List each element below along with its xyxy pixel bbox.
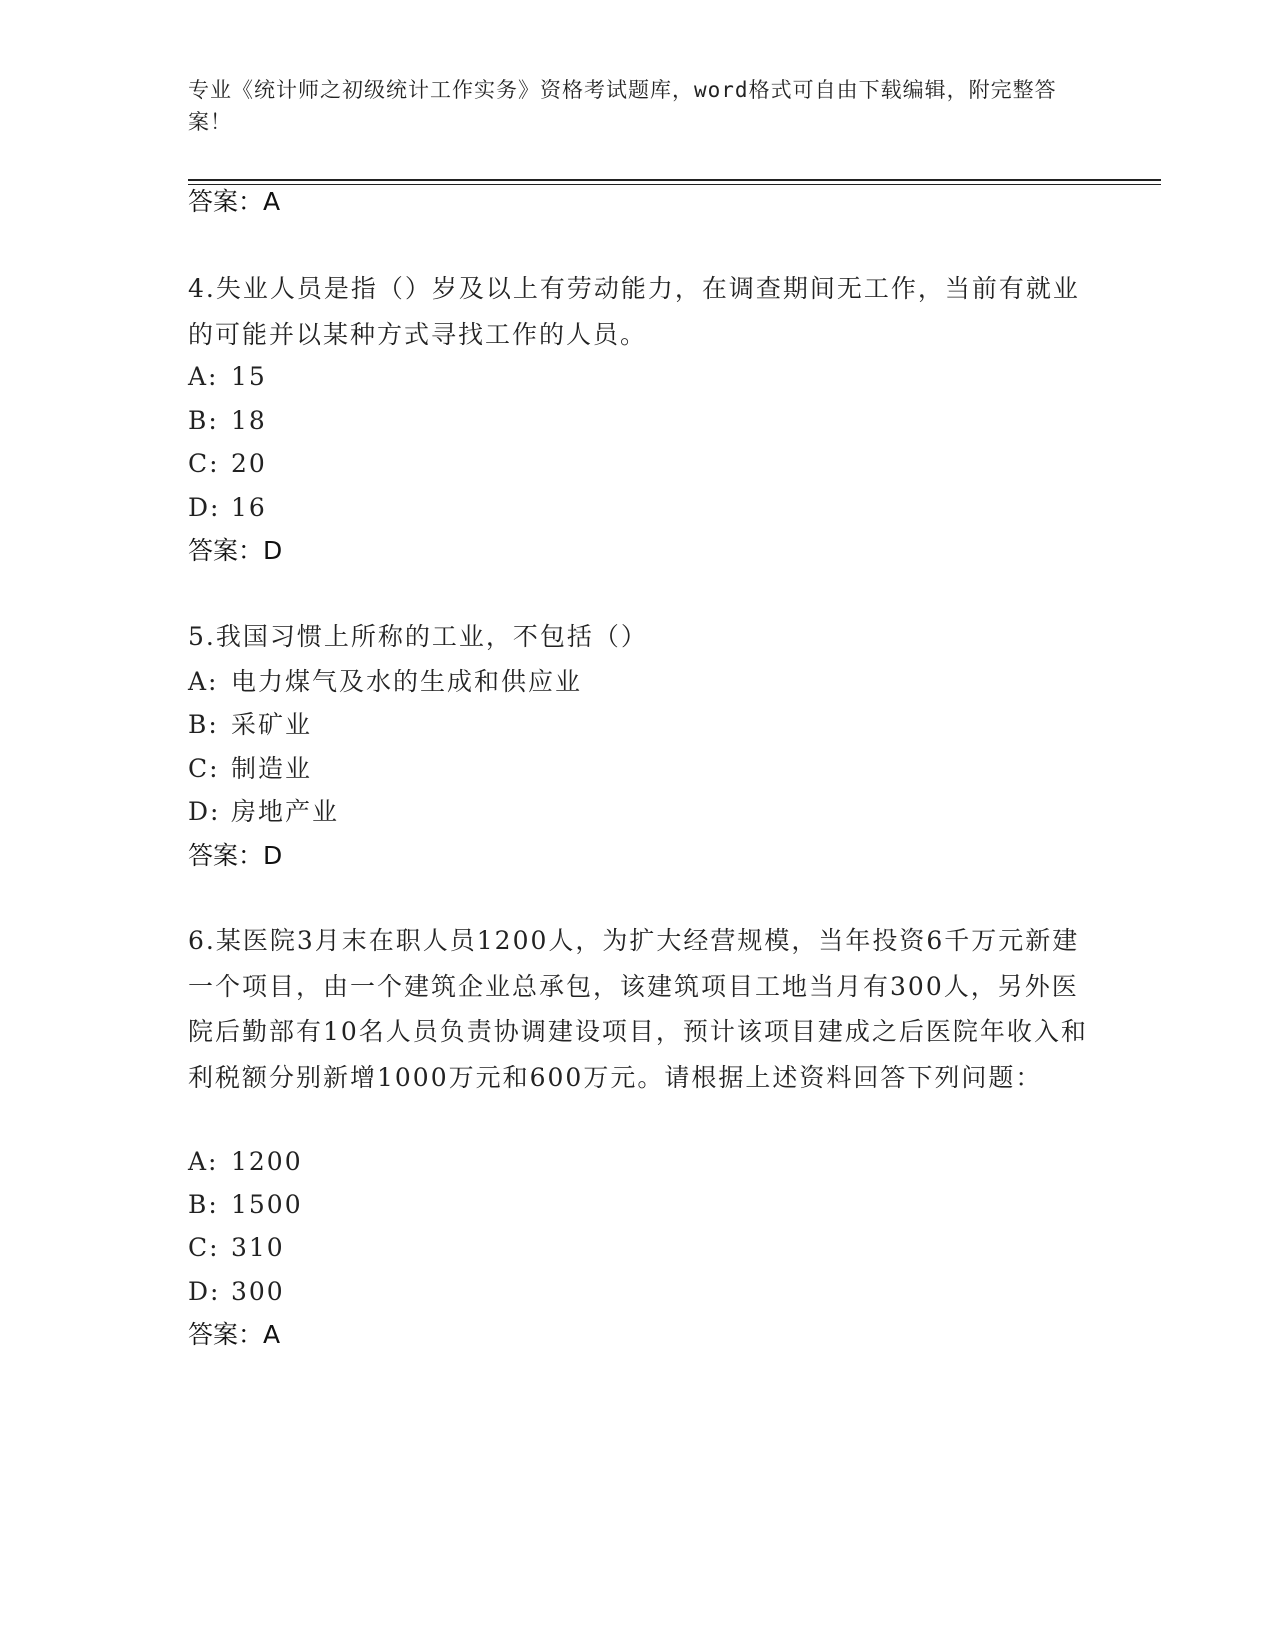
question-6-option-b — [188, 1188, 303, 1222]
question-6-text: 6.某医院3月末在职人员1200人，为扩大经营规模，当年投资6千万元新建一个项目，由一个建筑企业总承包，该建筑项目工地当月有300人，另外医院后勤部有10名人员负责协调建设项目，预计该项目建成之后医院年收入和利税额分别新增1000万元和600万元。请根据上述资料回答下列问题： — [188, 926, 1088, 1092]
option-label: D: — [188, 797, 221, 826]
question-4-option-c — [188, 447, 267, 481]
option-text: 300 — [231, 1277, 285, 1306]
option-text: 16 — [231, 493, 267, 522]
question-5-option-b — [188, 708, 312, 742]
option-label: A: — [188, 362, 219, 391]
option-label: A: — [188, 667, 219, 696]
option-label: C: — [188, 449, 220, 478]
question-5-option-c — [188, 752, 312, 786]
question-6-option-c — [188, 1231, 285, 1265]
option-text: 1200 — [231, 1147, 303, 1176]
option-text: 1500 — [231, 1190, 303, 1219]
option-label: C: — [188, 754, 220, 783]
option-text: 18 — [231, 406, 267, 435]
header-divider-thin — [188, 184, 1161, 185]
option-text: 15 — [231, 362, 267, 391]
option-text: 电力煤气及水的生成和供应业 — [231, 667, 583, 696]
document-header: 专业《统计师之初级统计工作实务》资格考试题库，word格式可自由下载编辑，附完整答案！ — [188, 78, 1057, 134]
option-text: 采矿业 — [231, 710, 313, 739]
question-4-option-b — [188, 404, 267, 438]
option-label: B: — [188, 406, 219, 435]
option-text: 20 — [231, 449, 267, 478]
question-5-text: 5.我国习惯上所称的工业，不包括（） — [188, 622, 648, 651]
option-label: B: — [188, 710, 219, 739]
question-5-option-d — [188, 795, 339, 829]
question-5-option-a — [188, 665, 582, 699]
option-label: B: — [188, 1190, 219, 1219]
question-4-option-d — [188, 491, 267, 525]
previous-answer: 答案：A — [188, 187, 281, 216]
option-label: A: — [188, 1147, 219, 1176]
question-4-answer: 答案：D — [188, 536, 283, 565]
question-5-answer: 答案：D — [188, 841, 283, 870]
option-text: 310 — [231, 1233, 285, 1262]
question-6-answer: 答案：A — [188, 1320, 281, 1349]
option-label: D: — [188, 1277, 221, 1306]
option-label: D: — [188, 493, 221, 522]
option-text: 房地产业 — [231, 797, 340, 826]
question-4-option-a — [188, 360, 267, 394]
question-4-text: 4.失业人员是指（）岁及以上有劳动能力，在调查期间无工作，当前有就业的可能并以某种方式寻找工作的人员。 — [188, 274, 1080, 349]
option-text: 制造业 — [231, 754, 313, 783]
question-6-option-d — [188, 1275, 285, 1309]
header-divider-thick — [188, 179, 1161, 181]
option-label: C: — [188, 1233, 220, 1262]
question-6-option-a — [188, 1145, 303, 1179]
